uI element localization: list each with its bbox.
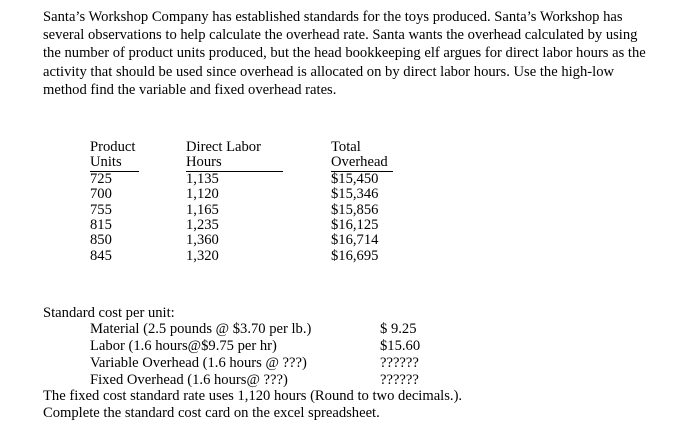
units-value: 850 [90, 232, 112, 249]
units-value: 700 [90, 186, 112, 203]
overhead-value: $15,856 [331, 201, 379, 218]
variable-overhead-value: ?????? [380, 355, 419, 371]
hours-value: 1,360 [186, 232, 219, 249]
overhead-header-line1: Total [331, 139, 361, 155]
units-value: 815 [90, 217, 112, 234]
hours-header-line2: Hours [186, 155, 283, 171]
units-header-line2: Units [90, 155, 139, 171]
problem-statement: Santa’s Workshop Company has established standards for the toys produced. Santa’s Workshop has several observations to help calculate the overhead rate. Santa wants the overhead calculated by using the number of product units produced, but the head bookkeeping elf argues for direct labor hours as the activity that should be used since overhead is allocated on by direct labor hours. Use the high-low method find the variable and fixed overhead rates. [43, 9, 646, 98]
overhead-value: $16,125 [331, 217, 379, 234]
product-units-column [90, 140, 139, 264]
hours-header-line1: Direct Labor [186, 139, 261, 155]
total-overhead-column [331, 140, 393, 264]
material-cost-label: Material (2.5 pounds @ $3.70 per lb.) [90, 321, 312, 337]
hours-value: 1,320 [186, 247, 219, 264]
overhead-header-line2: Overhead [331, 155, 393, 171]
fixed-overhead-value: ?????? [380, 372, 419, 388]
fixed-rate-note: The fixed cost standard rate uses 1,120 hours (Round to two decimals.). [43, 388, 463, 404]
hours-value: 1,235 [186, 217, 219, 234]
standard-cost-title: Standard cost per unit: [43, 305, 175, 321]
overhead-value: $16,714 [331, 232, 379, 249]
variable-overhead-label: Variable Overhead (1.6 hours @ ???) [90, 355, 307, 371]
hours-value: 1,165 [186, 201, 219, 218]
direct-labor-hours-column [186, 140, 283, 264]
overhead-value: $15,346 [331, 186, 379, 203]
overhead-value: $15,450 [331, 170, 379, 187]
units-value: 755 [90, 201, 112, 218]
labor-cost-value: $15.60 [380, 338, 421, 354]
fixed-overhead-label: Fixed Overhead (1.6 hours@ ???) [90, 372, 288, 388]
hours-value: 1,120 [186, 186, 219, 203]
units-header-line1: Product [90, 139, 136, 155]
units-value: 845 [90, 247, 112, 264]
hours-value: 1,135 [186, 170, 219, 187]
labor-cost-label: Labor (1.6 hours@$9.75 per hr) [90, 338, 277, 354]
instruction-note: Complete the standard cost card on the excel spreadsheet. [43, 405, 380, 421]
overhead-value: $16,695 [331, 247, 379, 264]
units-value: 725 [90, 170, 112, 187]
material-cost-value: $ 9.25 [380, 321, 417, 337]
